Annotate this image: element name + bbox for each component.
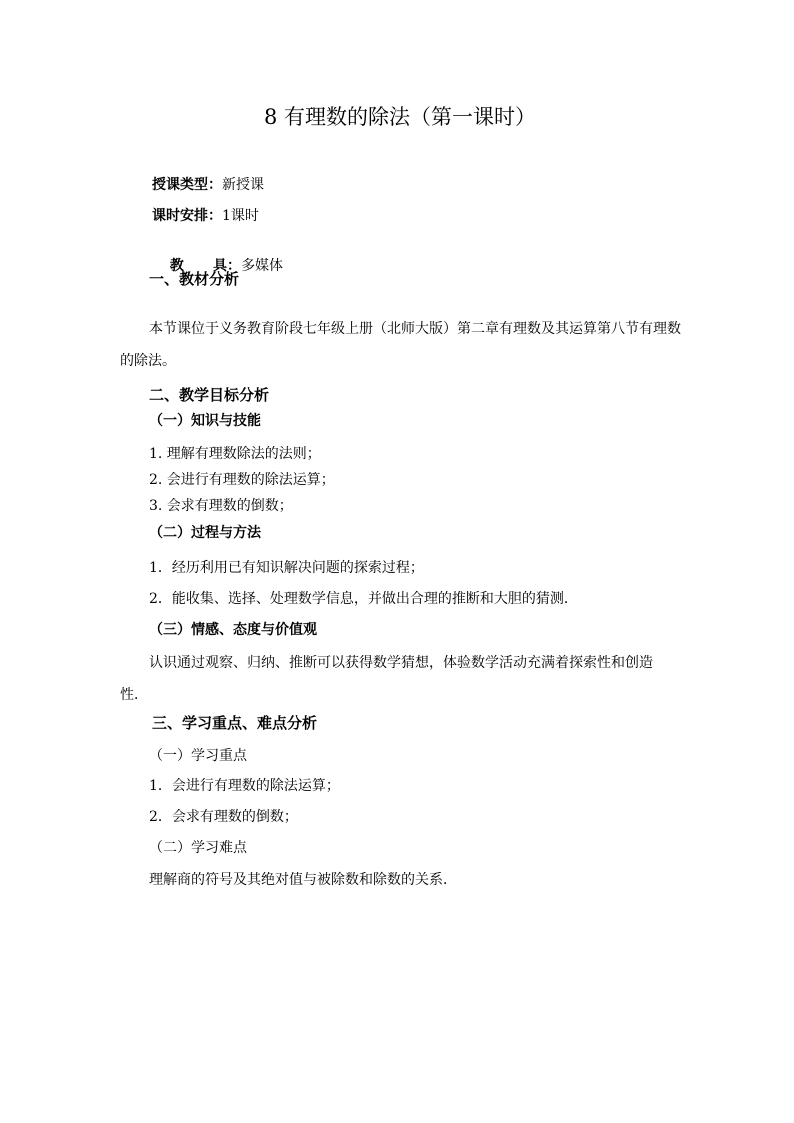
meta-label: 课时安排： <box>152 208 222 224</box>
paragraph-line: 认识通过观察、归纳、推断可以获得数学猜想，体验数学活动充满着探索性和创造 <box>149 655 653 671</box>
section-heading: 一、教材分析 <box>149 270 240 288</box>
subsection-heading: （一）学习重点 <box>149 748 247 764</box>
paragraph-line: 性． <box>120 687 148 703</box>
list-item: 3. 会求有理数的倒数； <box>149 498 293 514</box>
subsection-heading: （二）学习难点 <box>149 840 247 856</box>
paragraph-line: 本节课位于义务教育阶段七年级上册（北师大版）第二章有理数及其运算第八节有理数 <box>149 321 681 337</box>
meta-label: 教 具： <box>169 258 242 274</box>
list-item: 1. 理解有理数除法的法则； <box>149 446 321 462</box>
paragraph-line: 的除法。 <box>120 353 176 369</box>
list-item: 1．经历利用已有知识解决问题的探索过程； <box>149 560 424 576</box>
subsection-heading: （一）知识与技能 <box>149 413 261 429</box>
paragraph-line: 理解商的符号及其绝对值与被除数和除数的关系． <box>149 872 457 888</box>
meta-value: 新授课 <box>222 177 264 193</box>
subsection-heading: （二）过程与方法 <box>149 525 261 541</box>
list-item: 1．会进行有理数的除法运算； <box>149 778 340 794</box>
meta-schedule <box>152 207 259 225</box>
meta-value: 多媒体 <box>241 258 284 274</box>
list-item: 2. 会进行有理数的除法运算； <box>149 472 335 488</box>
meta-teaching-type <box>152 176 264 194</box>
page-title: 8 有理数的除法（第一课时） <box>264 105 537 129</box>
subsection-heading: （三）情感、态度与价值观 <box>149 622 317 638</box>
meta-value: 1课时 <box>222 208 259 224</box>
meta-label: 授课类型： <box>152 177 222 193</box>
section-heading: 三、学习重点、难点分析 <box>152 714 318 732</box>
list-item: 2．会求有理数的倒数； <box>149 809 298 825</box>
list-item: 2．能收集、选择、处理数学信息，并做出合理的推断和大胆的猜测． <box>149 591 578 607</box>
section-heading: 二、教学目标分析 <box>149 386 270 404</box>
